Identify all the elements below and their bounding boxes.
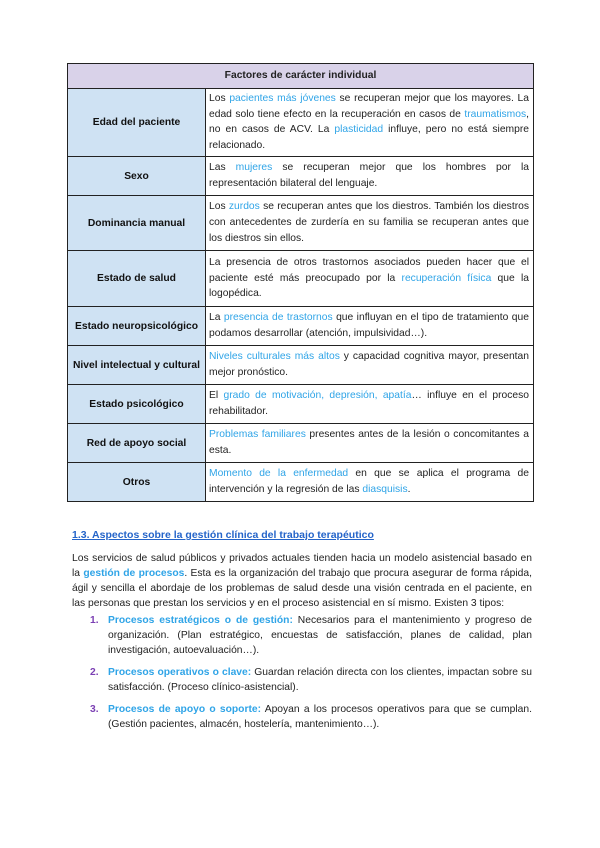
list-item-title: Procesos estratégicos o de gestión: xyxy=(108,615,293,626)
row-description: Las mujeres se recuperan mejor que los hombres por la representación bilateral del lenguaje. xyxy=(206,157,534,196)
list-item-text: Apoyan a los procesos operativos para que se cumplan. (Gestión pacientes, almacén, hostelería, mantenimiento…). xyxy=(108,704,532,730)
table-row xyxy=(68,385,534,424)
row-label: Dominancia manual xyxy=(68,196,206,251)
list-item-text: Necesarios para el mantenimiento y progreso de organización. (Plan estratégico, encuestas de satisfacción, planes de calidad, plan investigación, autoevaluación…). xyxy=(108,615,532,656)
row-description: Los pacientes más jóvenes se recuperan mejor que los mayores. La edad solo tiene efecto en la recuperación en casos de traumatismos, no en casos de ACV. La plasticidad influye, pero no está siempre relacionado. xyxy=(206,89,534,157)
process-types-list xyxy=(72,613,532,732)
row-label: Edad del paciente xyxy=(68,89,206,157)
clinical-management-section xyxy=(72,528,532,739)
table-row xyxy=(68,251,534,307)
table-row xyxy=(68,424,534,463)
list-item xyxy=(72,702,532,732)
table-row xyxy=(68,346,534,385)
factors-table xyxy=(67,63,534,502)
row-label: Nivel intelectual y cultural xyxy=(68,346,206,385)
row-label: Estado psicológico xyxy=(68,385,206,424)
row-label: Red de apoyo social xyxy=(68,424,206,463)
row-description: La presencia de trastornos que influyan en el tipo de tratamiento que podamos desarrollar (atención, impulsividad…). xyxy=(206,307,534,346)
list-number: 2. xyxy=(90,667,99,678)
list-item-text: Guardan relación directa con los clientes, impactan sobre su satisfacción. (Proceso clínico-asistencial). xyxy=(108,667,532,693)
row-label: Estado de salud xyxy=(68,251,206,307)
table-row xyxy=(68,463,534,502)
table-row xyxy=(68,157,534,196)
list-number: 3. xyxy=(90,704,99,715)
list-number: 1. xyxy=(90,615,99,626)
key-term: gestión de procesos xyxy=(83,568,185,579)
row-description: El grado de motivación, depresión, apatía… influye en el proceso rehabilitador. xyxy=(206,385,534,424)
table-row xyxy=(68,307,534,346)
section-intro: Los servicios de salud públicos y privados actuales tienden hacia un modelo asistencial basado en la gestión de procesos. Esta es la organización del trabajo que procura asegurar de forma rápida, ágil y sencilla el abordaje de los problemas de salud desde una visión centrada en el paciente, en las personas que prestan los servicios y en el proceso asistencial en sí mismo. Existen 3 tipos: xyxy=(72,553,532,609)
row-description: Los zurdos se recuperan antes que los diestros. También los diestros con antecedentes de zurdería en su familia se recuperan antes que los diestros sin ellos. xyxy=(206,196,534,251)
row-label: Otros xyxy=(68,463,206,502)
row-description: La presencia de otros trastornos asociados pueden hacer que el paciente esté más preocupado por la recuperación física que la logopédica. xyxy=(206,251,534,307)
row-description: Niveles culturales más altos y capacidad cognitiva mayor, presentan mejor pronóstico. xyxy=(206,346,534,385)
list-item-title: Procesos de apoyo o soporte: xyxy=(108,704,262,715)
table-header: Factores de carácter individual xyxy=(68,64,534,89)
list-item-title: Procesos operativos o clave: xyxy=(108,667,252,678)
table-row xyxy=(68,89,534,157)
row-description: Momento de la enfermedad en que se aplica el programa de intervención y la regresión de las diasquisis. xyxy=(206,463,534,502)
row-description: Problemas familiares presentes antes de la lesión o concomitantes a esta. xyxy=(206,424,534,463)
table-row xyxy=(68,196,534,251)
row-label: Estado neuropsicológico xyxy=(68,307,206,346)
list-item xyxy=(72,613,532,658)
row-label: Sexo xyxy=(68,157,206,196)
list-item xyxy=(72,665,532,695)
section-heading: 1.3. Aspectos sobre la gestión clínica del trabajo terapéutico xyxy=(72,529,374,541)
